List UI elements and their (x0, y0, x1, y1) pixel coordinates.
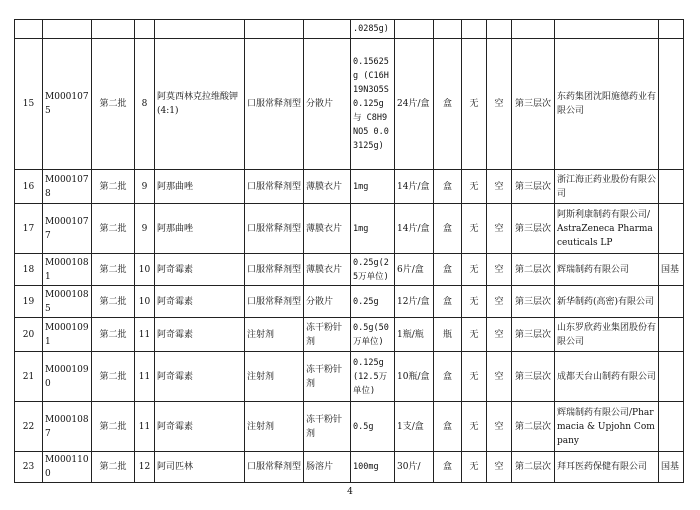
cell-pack: 14片/盒 (395, 204, 434, 254)
cell-company: 成都天台山制药有限公司 (555, 352, 659, 402)
table-row (15, 452, 684, 483)
cell-company: 新华制药(高密)有限公司 (555, 286, 659, 318)
cell-c1: 无 (462, 452, 487, 483)
cell-company (555, 20, 659, 39)
cell-name: 阿奇霉素 (155, 254, 245, 286)
cell-spec: 0.125g(12.5万单位) (351, 352, 395, 402)
cell-form: 冻干粉针剂 (304, 402, 351, 452)
cell-pack (395, 20, 434, 39)
cell-unit: 盒 (434, 39, 462, 170)
drug-list-table (14, 19, 684, 483)
cell-num: 17 (15, 204, 43, 254)
cell-unit: 盒 (434, 402, 462, 452)
cell-note (659, 204, 684, 254)
cell-seq: 11 (135, 318, 155, 352)
cell-level: 第二层次 (512, 254, 555, 286)
page-number: 4 (347, 487, 353, 497)
cell-form: 薄膜衣片 (304, 254, 351, 286)
cell-num (15, 20, 43, 39)
table-row (15, 170, 684, 204)
cell-pack: 6片/盒 (395, 254, 434, 286)
cell-code: M0001085 (43, 286, 92, 318)
cell-num: 18 (15, 254, 43, 286)
cell-batch: 第二批 (92, 452, 135, 483)
cell-c2: 空 (487, 254, 512, 286)
cell-spec: 0.5g (351, 402, 395, 452)
cell-note (659, 20, 684, 39)
cell-c1: 无 (462, 39, 487, 170)
cell-name: 阿那曲唑 (155, 204, 245, 254)
table-row (15, 204, 684, 254)
cell-form: 分散片 (304, 286, 351, 318)
cell-num: 21 (15, 352, 43, 402)
cell-category: 口服常释剂型 (245, 254, 304, 286)
cell-num: 22 (15, 402, 43, 452)
cell-level: 第三层次 (512, 318, 555, 352)
cell-name: 阿奇霉素 (155, 286, 245, 318)
cell-num: 15 (15, 39, 43, 170)
cell-note (659, 318, 684, 352)
cell-seq: 9 (135, 204, 155, 254)
cell-code: M0001100 (43, 452, 92, 483)
cell-name: 阿那曲唑 (155, 170, 245, 204)
table-row (15, 352, 684, 402)
cell-level: 第二层次 (512, 452, 555, 483)
cell-batch (92, 20, 135, 39)
cell-batch: 第二批 (92, 170, 135, 204)
cell-category: 口服常释剂型 (245, 39, 304, 170)
table-row (15, 318, 684, 352)
cell-unit: 盒 (434, 170, 462, 204)
cell-batch: 第二批 (92, 318, 135, 352)
cell-level: 第三层次 (512, 286, 555, 318)
cell-c2: 空 (487, 452, 512, 483)
cell-company: 辉瑞制药有限公司/Pharmacia & Upjohn Company (555, 402, 659, 452)
cell-c2 (487, 20, 512, 39)
cell-seq: 11 (135, 402, 155, 452)
cell-num: 19 (15, 286, 43, 318)
cell-c1 (462, 20, 487, 39)
cell-spec: 0.5g(50万单位) (351, 318, 395, 352)
cell-category: 口服常释剂型 (245, 170, 304, 204)
cell-company: 山东罗欣药业集团股份有限公司 (555, 318, 659, 352)
cell-spec: 0.25g (351, 286, 395, 318)
table-row (15, 286, 684, 318)
cell-spec: 1mg (351, 170, 395, 204)
cell-name (155, 20, 245, 39)
cell-level: 第三层次 (512, 39, 555, 170)
cell-code: M0001077 (43, 204, 92, 254)
cell-pack: 14片/盒 (395, 170, 434, 204)
cell-code: M0001087 (43, 402, 92, 452)
cell-form: 冻干粉针剂 (304, 352, 351, 402)
cell-note (659, 402, 684, 452)
cell-form: 冻干粉针剂 (304, 318, 351, 352)
cell-seq: 11 (135, 352, 155, 402)
cell-category: 注射剂 (245, 402, 304, 452)
cell-c1: 无 (462, 286, 487, 318)
cell-c2: 空 (487, 170, 512, 204)
cell-code: M0001075 (43, 39, 92, 170)
cell-batch: 第二批 (92, 352, 135, 402)
cell-note (659, 352, 684, 402)
cell-unit: 盒 (434, 254, 462, 286)
cell-note (659, 170, 684, 204)
cell-pack: 12片/盒 (395, 286, 434, 318)
cell-form: 分散片 (304, 39, 351, 170)
cell-company: 浙江海正药业股份有限公司 (555, 170, 659, 204)
cell-pack: 30片/ (395, 452, 434, 483)
cell-c2: 空 (487, 204, 512, 254)
cell-category: 口服常释剂型 (245, 452, 304, 483)
cell-spec: .0285g) (351, 20, 395, 39)
cell-batch: 第二批 (92, 402, 135, 452)
cell-batch: 第二批 (92, 204, 135, 254)
cell-batch: 第二批 (92, 254, 135, 286)
cell-batch: 第二批 (92, 286, 135, 318)
cell-pack: 1瓶/瓶 (395, 318, 434, 352)
cell-company: 东药集团沈阳施德药业有限公司 (555, 39, 659, 170)
cell-name: 阿司匹林 (155, 452, 245, 483)
cell-name: 阿奇霉素 (155, 352, 245, 402)
cell-seq (135, 20, 155, 39)
cell-note: 国基 (659, 254, 684, 286)
table-row (15, 39, 684, 170)
cell-form: 薄膜衣片 (304, 170, 351, 204)
cell-note (659, 286, 684, 318)
cell-c1: 无 (462, 254, 487, 286)
cell-seq: 12 (135, 452, 155, 483)
table-row (15, 254, 684, 286)
cell-category: 注射剂 (245, 352, 304, 402)
cell-category (245, 20, 304, 39)
cell-unit (434, 20, 462, 39)
cell-code (43, 20, 92, 39)
cell-code: M0001090 (43, 352, 92, 402)
cell-category: 口服常释剂型 (245, 286, 304, 318)
cell-level: 第三层次 (512, 204, 555, 254)
cell-note: 国基 (659, 452, 684, 483)
cell-spec: 100mg (351, 452, 395, 483)
cell-level (512, 20, 555, 39)
cell-batch: 第二批 (92, 39, 135, 170)
cell-level: 第三层次 (512, 170, 555, 204)
cell-c1: 无 (462, 402, 487, 452)
cell-c1: 无 (462, 318, 487, 352)
cell-c2: 空 (487, 286, 512, 318)
cell-pack: 1支/盒 (395, 402, 434, 452)
cell-seq: 9 (135, 170, 155, 204)
cell-c1: 无 (462, 352, 487, 402)
cell-name: 阿奇霉素 (155, 318, 245, 352)
cell-name: 阿莫西林克拉维酸钾(4:1) (155, 39, 245, 170)
cell-seq: 10 (135, 254, 155, 286)
cell-unit: 盒 (434, 286, 462, 318)
cell-form: 薄膜衣片 (304, 204, 351, 254)
cell-note (659, 39, 684, 170)
cell-level: 第三层次 (512, 352, 555, 402)
cell-category: 口服常释剂型 (245, 204, 304, 254)
cell-c1: 无 (462, 204, 487, 254)
cell-c2: 空 (487, 39, 512, 170)
cell-form: 肠溶片 (304, 452, 351, 483)
cell-spec: 1mg (351, 204, 395, 254)
cell-company: 拜耳医药保健有限公司 (555, 452, 659, 483)
cell-unit: 盒 (434, 352, 462, 402)
cell-num: 20 (15, 318, 43, 352)
cell-code: M0001078 (43, 170, 92, 204)
cell-seq: 10 (135, 286, 155, 318)
table-row-continued (15, 20, 684, 39)
cell-spec: 0.25g(25万单位) (351, 254, 395, 286)
cell-name: 阿奇霉素 (155, 402, 245, 452)
cell-pack: 24片/盒 (395, 39, 434, 170)
cell-c2: 空 (487, 318, 512, 352)
cell-num: 23 (15, 452, 43, 483)
cell-c2: 空 (487, 402, 512, 452)
cell-level: 第二层次 (512, 402, 555, 452)
cell-code: M0001081 (43, 254, 92, 286)
cell-spec: 0.15625g (C16H19N3O5S 0.125g 与 C8H9NO5 0.03125g) (351, 39, 395, 170)
cell-company: 辉瑞制药有限公司 (555, 254, 659, 286)
cell-code: M0001091 (43, 318, 92, 352)
cell-category: 注射剂 (245, 318, 304, 352)
cell-c1: 无 (462, 170, 487, 204)
cell-num: 16 (15, 170, 43, 204)
cell-unit: 盒 (434, 204, 462, 254)
cell-unit: 盒 (434, 452, 462, 483)
table-body (15, 20, 684, 483)
cell-company: 阿斯利康制药有限公司/AstraZeneca Pharmaceuticals LP (555, 204, 659, 254)
cell-c2: 空 (487, 352, 512, 402)
cell-seq: 8 (135, 39, 155, 170)
cell-unit: 瓶 (434, 318, 462, 352)
cell-pack: 10瓶/盒 (395, 352, 434, 402)
table-row (15, 402, 684, 452)
cell-form (304, 20, 351, 39)
